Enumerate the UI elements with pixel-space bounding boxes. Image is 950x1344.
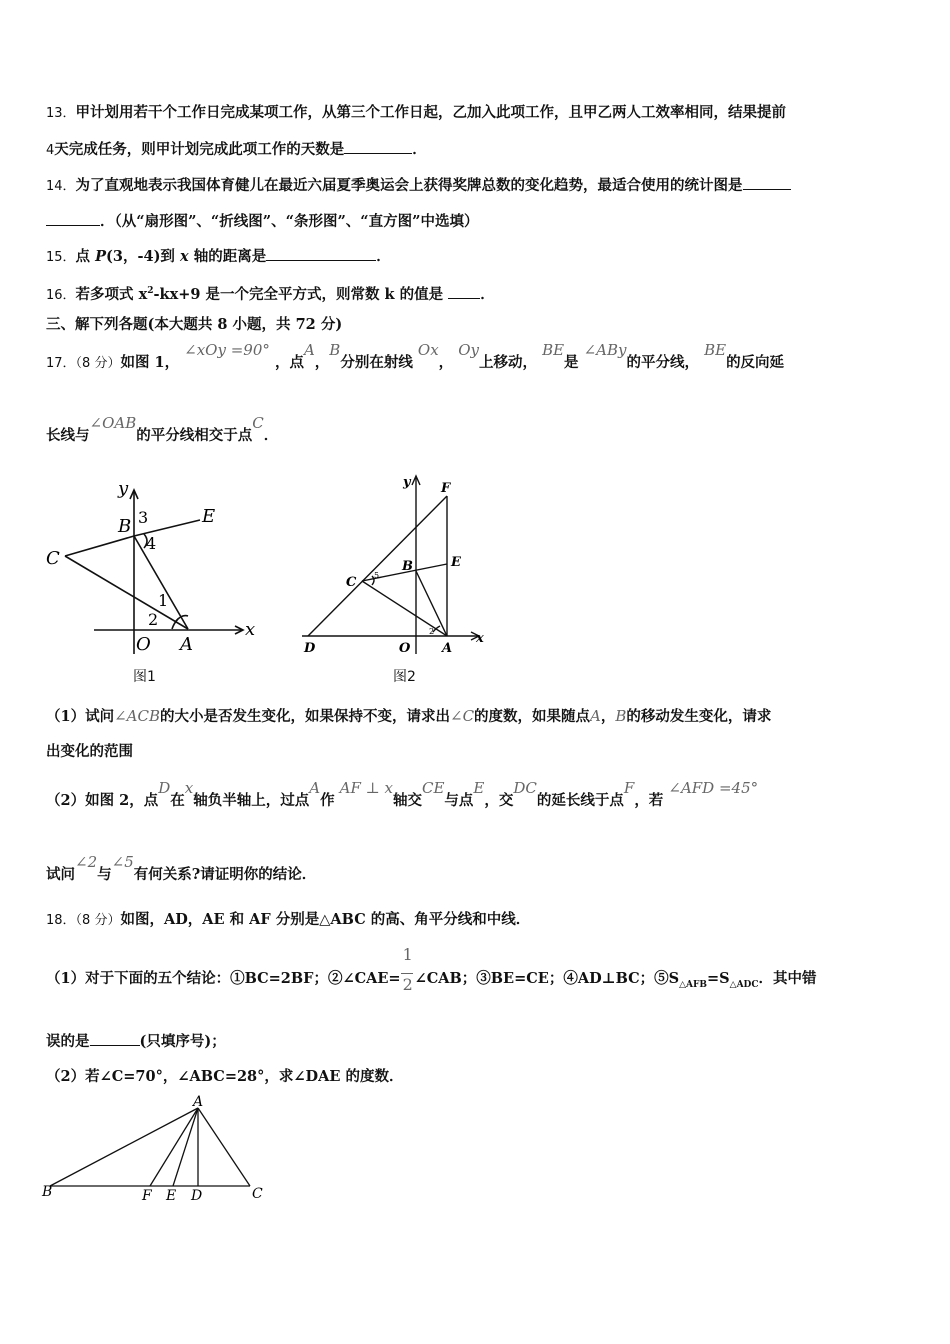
figure-3 [38,1092,278,1210]
label-o: O [136,634,151,655]
label-y: y [118,478,129,499]
q17-part2-line2: 试问∠2与∠5有何关系?请证明你的结论． [46,853,317,883]
median-af [150,1108,198,1186]
q17-part2-line1: （2）如图 2，点D在x轴负半轴上，过点A作 AF ⊥ x轴交CE与点E，交DC的延长线于点F，若 ∠AFD =45° [46,779,759,809]
segment-cb [65,536,134,556]
label-f: F [142,1188,152,1204]
label-b: B [402,559,413,574]
answer-blank[interactable] [90,1031,140,1046]
answer-blank[interactable] [266,246,376,261]
label-d: D [191,1188,203,1204]
segment-ba [134,536,188,629]
label-a: A [180,634,193,655]
q18-line1: 18．（8 分）如图，AD，AE 和 AF 分别是△ABC 的高、角平分线和中线． [46,911,531,928]
q13-line2: 4天完成任务，则甲计划完成此项工作的天数是 ． [46,141,427,158]
q18-part1-line2: 误的是 (只填序号)； [46,1033,226,1050]
q17-part1-line1: （1）试问∠ACB的大小是否发生变化，如果保持不变，请求出∠C的度数，如果随点A，B的移动发生变化，请求 [46,707,772,725]
q17-part1-line2: 出变化的范围 [46,743,133,760]
segment-ab [50,1108,198,1186]
label-3: 3 [138,508,149,527]
q16-line: 16．若多项式 $x^2-kx+9$ 是一个完全平方式，则常数 k 的值是 ． [46,285,495,303]
q15-line: 15．点 P(3，-4)到 x 轴的距离是 ． [46,248,391,265]
label-f: F [441,481,451,496]
label-x: x [245,619,256,640]
q17-line2: 长线与∠OAB的平分线相交于点C． [46,414,279,444]
segment-ca [65,556,188,629]
label-y: y [403,475,411,490]
answer-blank[interactable] [743,175,791,190]
label-d: D [304,641,316,656]
label-b: B [118,516,132,537]
label-c: C [346,575,357,590]
q17-line1: 17．（8 分）如图 1， ∠xOy =90° ，点A，B分别在射线 Ox， Oy上移动， BE是 ∠ABy的平分线， BE的反向延 [46,341,785,371]
section-heading: 三、解下列各题(本大题共 8 小题，共 72 分) [46,316,343,333]
fraction-one-half: $\frac{1}{2}$ [402,945,413,994]
label-x: x [476,631,484,646]
answer-blank[interactable] [46,211,100,226]
q18-part1-line1: （1）对于下面的五个结论：①BC=2BF；②∠CAE= $\frac{1}{2}$ ∠CAB；③BE=CE；④AD⊥BC；$⑤S_{\triangle AFB}=S_{\triangle ADC}$．其中错 [46,945,817,994]
label-2: 2 [148,610,159,629]
q14-line2: ．（从“扇形图”、“折线图”、“条形图”、“直方图”中选填） [46,211,478,232]
label-4: 4 [146,534,157,553]
figure-2 [290,472,500,658]
label-b: B [42,1184,53,1200]
label-o: O [399,641,411,656]
label-1: 1 [158,591,169,610]
label-e: E [202,506,216,527]
label-e: E [451,555,461,570]
label-5: 5 [374,571,380,580]
answer-blank[interactable] [344,139,412,154]
segment-ac [198,1108,250,1186]
label-c: C [252,1186,263,1202]
q14-line1: 14．为了直观地表示我国体育健儿在最近六届夏季奥运会上获得奖牌总数的变化趋势，最适合使用的统计图是 [46,175,791,197]
answer-blank[interactable] [448,284,480,299]
label-c: C [46,548,60,569]
label-2: 2 [429,627,435,636]
segment-df [308,496,447,636]
q13-line1: 13．甲计划用若干个工作日完成某项工作，从第三个工作日起，乙加入此项工作，且甲乙两人工效率相同，结果提前 [46,104,787,121]
figure-1 [40,478,260,658]
figure-1-caption: 图1 [133,669,156,685]
label-a: A [193,1094,204,1110]
figure-2-caption: 图2 [393,669,416,685]
label-e: E [166,1188,177,1204]
q18-part2: （2）若∠C=70°，∠ABC=28°，求∠DAE 的度数． [46,1068,404,1085]
label-a: A [442,641,453,656]
